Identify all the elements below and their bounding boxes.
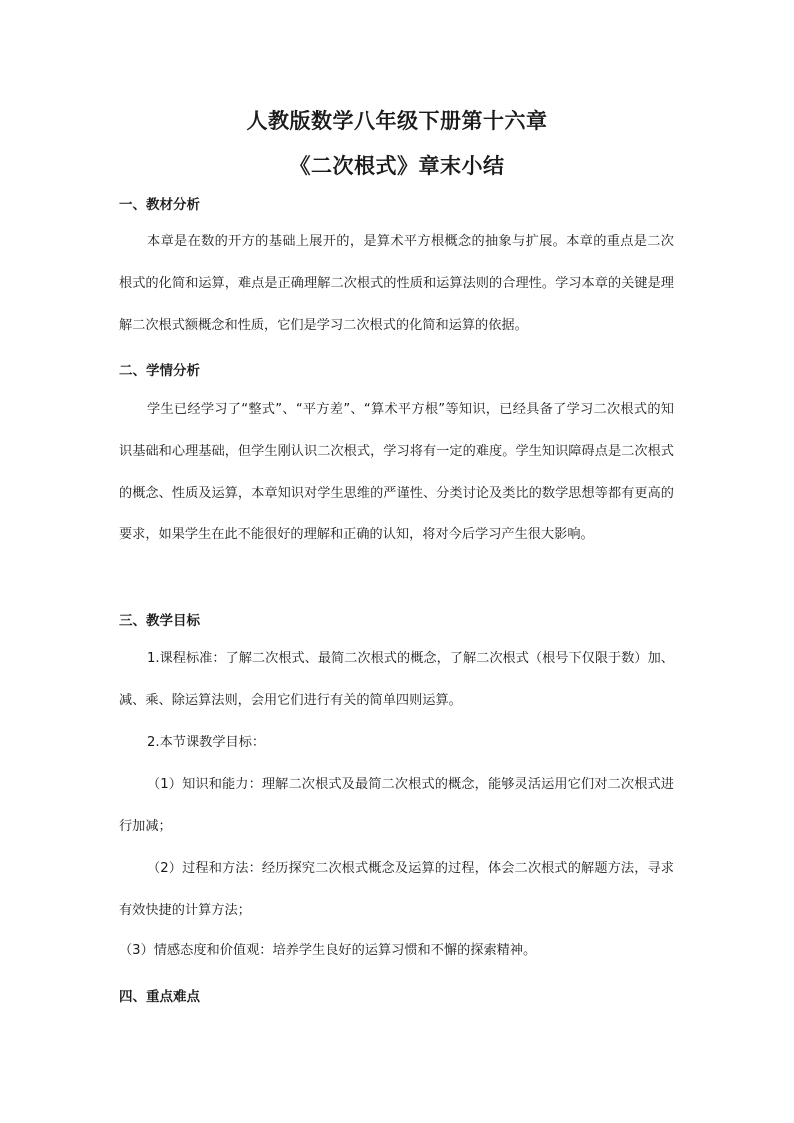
section-heading: 四、重点难点 bbox=[119, 989, 200, 1005]
paragraph: 本章是在数的开方的基础上展开的，是算术平方根概念的抽象与扩展。本章的重点是二次根式的化简和运算，难点是正确理解二次根式的性质和运算法则的合理性。学习本章的关键是理解二次根式额概念和性质，它们是学习二次根式的化简和运算的依据。 bbox=[119, 234, 674, 333]
paragraph: （2）过程和方法：经历探究二次根式概念及运算的过程，体会二次根式的解题方法，寻求有效快捷的计算方法； bbox=[119, 861, 674, 918]
section-heading: 三、教学目标 bbox=[119, 613, 200, 629]
paragraph: 学生已经学习了“整式”、“平方差”、“算术平方根”等知识，已经具备了学习二次根式的知识基础和心理基础，但学生刚认识二次根式，学习将有一定的难度。学生知识障碍点是二次根式的概念、性质及运算，本章知识对学生思维的严谨性、分类讨论及类比的数学思想等都有更高的要求，如果学生在此不能很好的理解和正确的认知，将对今后学习产生很大影响。 bbox=[119, 402, 674, 543]
document-title: 人教版数学八年级下册第十六章 bbox=[246, 109, 548, 133]
paragraph: 2.本节课教学目标： bbox=[147, 735, 266, 750]
paragraph: （3）情感态度和价值观：培养学生良好的运算习惯和不懈的探索精神。 bbox=[119, 943, 537, 958]
section-heading: 一、教材分析 bbox=[119, 197, 200, 213]
paragraph: 1.课程标准：了解二次根式、最简二次根式的概念，了解二次根式（根号下仅限于数）加、减、乘、除运算法则，会用它们进行有关的简单四则运算。 bbox=[119, 651, 674, 708]
document-subtitle: 《二次根式》章末小结 bbox=[289, 154, 505, 178]
paragraph: （1）知识和能力：理解二次根式及最简二次根式的概念，能够灵活运用它们对二次根式进行加减； bbox=[119, 777, 674, 834]
section-heading: 二、学情分析 bbox=[119, 363, 200, 379]
